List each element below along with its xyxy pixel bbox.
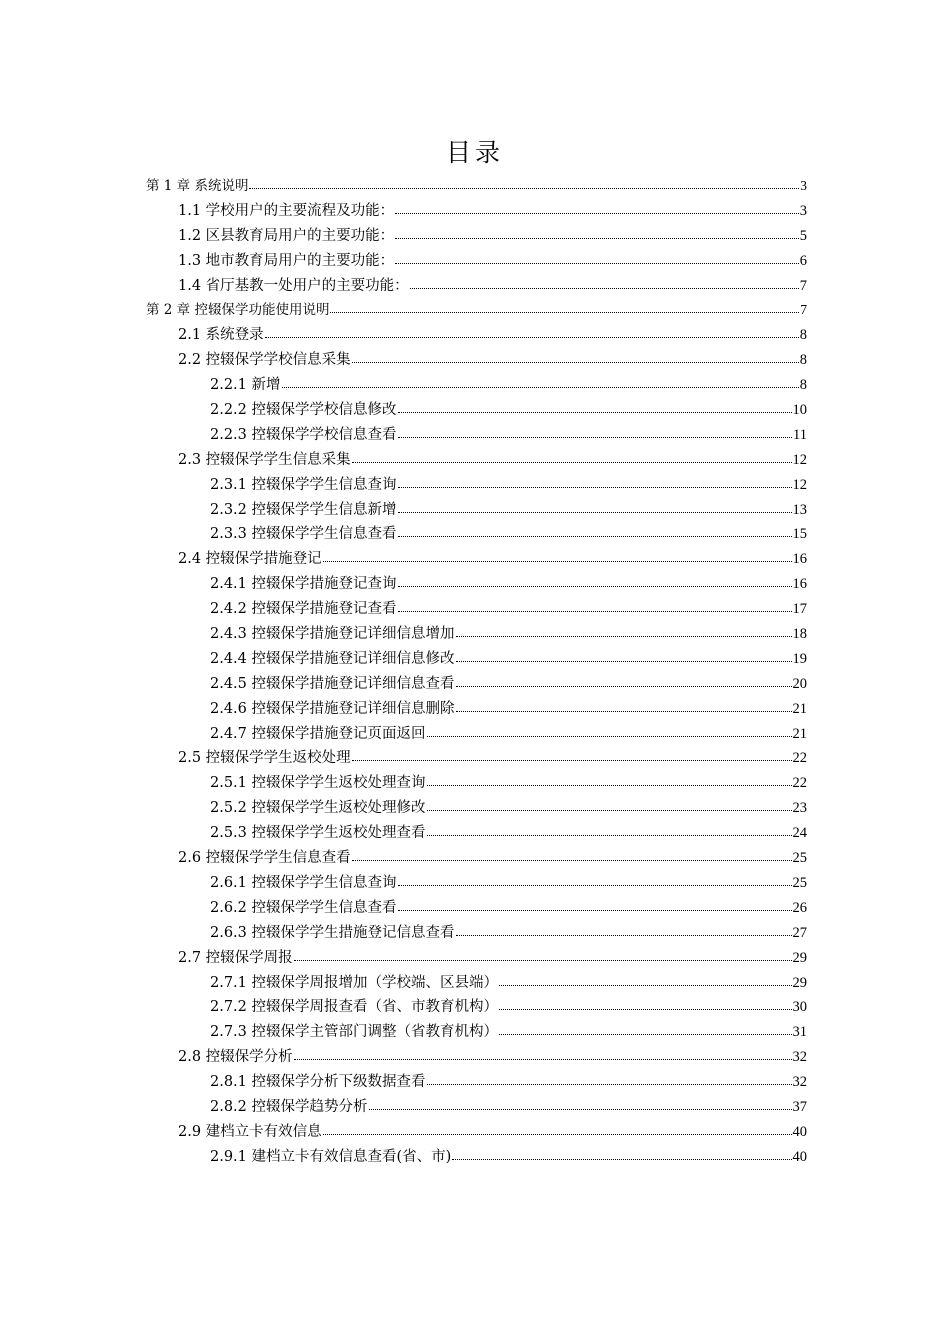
dot-leader xyxy=(282,377,799,389)
table-of-contents xyxy=(146,174,807,1170)
toc-entry-title: 2.7.1 控辍保学周报增加（学校端、区县端） xyxy=(210,974,499,991)
toc-entry[interactable] xyxy=(146,722,807,747)
dot-leader xyxy=(398,576,792,588)
toc-entry-title: 2.5.2 控辍保学学生返校处理修改 xyxy=(210,800,426,817)
toc-entry-title: 2.6.2 控辍保学学生信息查看 xyxy=(210,899,397,916)
toc-entry-page-number: 12 xyxy=(792,476,807,493)
toc-entry[interactable] xyxy=(146,498,807,523)
toc-entry[interactable] xyxy=(146,473,807,498)
toc-entry-title: 2.6.1 控辍保学学生信息查询 xyxy=(210,874,397,891)
toc-entry-page-number: 40 xyxy=(792,1148,807,1165)
toc-entry-title: 2.3 控辍保学学生信息采集 xyxy=(178,451,351,468)
toc-entry-title: 2.2.2 控辍保学学校信息修改 xyxy=(210,402,397,419)
toc-entry-page-number: 25 xyxy=(792,874,807,891)
toc-entry[interactable] xyxy=(146,946,807,971)
toc-entry-title: 2.8.2 控辍保学趋势分析 xyxy=(210,1098,368,1115)
toc-entry[interactable] xyxy=(146,1095,807,1120)
toc-entry[interactable] xyxy=(146,921,807,946)
toc-entry-page-number: 22 xyxy=(792,750,807,767)
dot-leader xyxy=(427,775,792,787)
toc-entry[interactable] xyxy=(146,1020,807,1045)
toc-entry-title: 2.3.1 控辍保学学生信息查询 xyxy=(210,476,397,493)
toc-entry-title: 2.4.6 控辍保学措施登记详细信息删除 xyxy=(210,700,455,717)
dot-leader xyxy=(456,925,792,937)
toc-entry[interactable] xyxy=(146,995,807,1020)
toc-entry[interactable] xyxy=(146,174,807,199)
toc-entry[interactable] xyxy=(146,821,807,846)
dot-leader xyxy=(395,228,799,240)
dot-leader xyxy=(499,975,791,987)
dot-leader xyxy=(452,1149,791,1161)
dot-leader xyxy=(352,750,792,762)
toc-entry[interactable] xyxy=(146,274,807,299)
toc-entry[interactable] xyxy=(146,771,807,796)
dot-leader xyxy=(369,1099,792,1111)
toc-entry[interactable] xyxy=(146,1045,807,1070)
toc-entry-title: 2.4.5 控辍保学措施登记详细信息查看 xyxy=(210,675,455,692)
toc-entry-title: 2.7 控辍保学周报 xyxy=(178,949,293,966)
toc-entry[interactable] xyxy=(146,846,807,871)
toc-entry-title: 1.3 地市教育局用户的主要功能： xyxy=(178,252,395,269)
dot-leader xyxy=(398,502,792,514)
dot-leader xyxy=(265,327,799,339)
toc-entry-page-number: 21 xyxy=(792,725,807,742)
dot-leader xyxy=(398,875,792,887)
toc-entry-page-number: 8 xyxy=(799,377,807,394)
toc-entry[interactable] xyxy=(146,572,807,597)
toc-entry[interactable] xyxy=(146,971,807,996)
toc-entry-page-number: 17 xyxy=(792,601,807,618)
toc-entry-page-number: 16 xyxy=(792,551,807,568)
dot-leader xyxy=(323,1124,792,1136)
dot-leader xyxy=(330,302,799,314)
dot-leader xyxy=(427,1074,792,1086)
toc-entry-page-number: 19 xyxy=(792,650,807,667)
dot-leader xyxy=(398,900,792,912)
dot-leader xyxy=(427,825,792,837)
toc-entry-page-number: 37 xyxy=(792,1098,807,1115)
toc-entry-title: 2.5.1 控辍保学学生返校处理查询 xyxy=(210,775,426,792)
toc-entry[interactable] xyxy=(146,746,807,771)
dot-leader xyxy=(249,178,799,190)
toc-entry-page-number: 30 xyxy=(792,999,807,1016)
toc-entry-page-number: 16 xyxy=(792,576,807,593)
toc-entry-page-number: 21 xyxy=(792,700,807,717)
toc-entry[interactable] xyxy=(146,697,807,722)
toc-entry-page-number: 3 xyxy=(799,202,807,219)
toc-entry-title: 2.2.3 控辍保学学校信息查看 xyxy=(210,426,397,443)
toc-entry[interactable] xyxy=(146,597,807,622)
toc-entry-title: 2.8.1 控辍保学分析下级数据查看 xyxy=(210,1074,426,1091)
toc-entry-title: 1.2 区县教育局用户的主要功能： xyxy=(178,227,395,244)
dot-leader xyxy=(456,651,792,663)
toc-entry[interactable] xyxy=(146,249,807,274)
dot-leader xyxy=(456,701,792,713)
toc-entry-title: 第 1 章 系统说明 xyxy=(146,178,249,194)
toc-entry-page-number: 25 xyxy=(792,850,807,867)
dot-leader xyxy=(398,477,792,489)
toc-entry[interactable] xyxy=(146,871,807,896)
dot-leader xyxy=(398,402,792,414)
toc-entry[interactable] xyxy=(146,199,807,224)
toc-title: 目录 xyxy=(445,138,504,167)
toc-entry-title: 2.7.2 控辍保学周报查看（省、市教育机构） xyxy=(210,999,499,1016)
toc-entry-title: 2.2.1 新增 xyxy=(210,377,281,394)
dot-leader xyxy=(427,800,792,812)
toc-entry-page-number: 8 xyxy=(799,352,807,369)
toc-entry-page-number: 12 xyxy=(792,451,807,468)
toc-entry-title: 2.6.3 控辍保学学生措施登记信息查看 xyxy=(210,924,455,941)
dot-leader xyxy=(456,626,792,638)
toc-entry-page-number: 32 xyxy=(792,1049,807,1066)
toc-entry-title: 2.4.3 控辍保学措施登记详细信息增加 xyxy=(210,626,455,643)
toc-entry-title: 2.9.1 建档立卡有效信息查看(省、市) xyxy=(210,1148,452,1165)
toc-entry-title: 2.3.3 控辍保学学生信息查看 xyxy=(210,526,397,543)
dot-leader xyxy=(294,1049,792,1061)
toc-entry-page-number: 3 xyxy=(800,178,807,193)
toc-entry-page-number: 31 xyxy=(792,1024,807,1041)
toc-entry-page-number: 23 xyxy=(792,800,807,817)
toc-entry-page-number: 29 xyxy=(792,974,807,991)
toc-entry-page-number: 26 xyxy=(792,899,807,916)
dot-leader xyxy=(352,352,799,364)
toc-entry[interactable] xyxy=(146,323,807,348)
toc-entry-page-number: 29 xyxy=(792,949,807,966)
toc-entry-page-number: 10 xyxy=(792,402,807,419)
toc-entry-title: 2.1 系统登录 xyxy=(178,327,264,344)
dot-leader xyxy=(398,601,792,613)
toc-entry-title: 1.4 省厅基教一处用户的主要功能： xyxy=(178,277,409,294)
toc-entry-title: 2.4 控辍保学措施登记 xyxy=(178,551,322,568)
toc-entry-title: 2.5 控辍保学学生返校处理 xyxy=(178,750,351,767)
toc-entry-page-number: 22 xyxy=(792,775,807,792)
toc-entry-title: 2.9 建档立卡有效信息 xyxy=(178,1123,322,1140)
toc-entry-title: 2.4.4 控辍保学措施登记详细信息修改 xyxy=(210,650,455,667)
toc-entry-title: 2.4.2 控辍保学措施登记查看 xyxy=(210,601,397,618)
toc-entry-page-number: 18 xyxy=(792,626,807,643)
toc-entry[interactable] xyxy=(146,1070,807,1095)
toc-entry[interactable] xyxy=(146,622,807,647)
toc-entry[interactable] xyxy=(146,796,807,821)
toc-entry[interactable] xyxy=(146,298,807,323)
dot-leader xyxy=(427,726,792,738)
dot-leader xyxy=(395,203,799,215)
toc-entry-page-number: 24 xyxy=(792,825,807,842)
toc-entry-title: 2.7.3 控辍保学主管部门调整（省教育机构） xyxy=(210,1024,499,1041)
toc-entry-page-number: 8 xyxy=(799,327,807,344)
toc-entry[interactable] xyxy=(146,373,807,398)
toc-entry[interactable] xyxy=(146,423,807,448)
toc-entry[interactable] xyxy=(146,448,807,473)
toc-entry-title: 2.4.1 控辍保学措施登记查询 xyxy=(210,576,397,593)
toc-entry[interactable] xyxy=(146,547,807,572)
toc-entry-title: 第 2 章 控辍保学功能使用说明 xyxy=(146,302,330,319)
toc-entry[interactable] xyxy=(146,672,807,697)
toc-entry[interactable] xyxy=(146,398,807,423)
toc-entry-title: 2.6 控辍保学学生信息查看 xyxy=(178,850,351,867)
toc-entry-title: 1.1 学校用户的主要流程及功能： xyxy=(178,202,395,219)
dot-leader xyxy=(398,427,793,439)
toc-entry-page-number: 20 xyxy=(792,675,807,692)
toc-entry[interactable] xyxy=(146,348,807,373)
toc-entry-title: 2.5.3 控辍保学学生返校处理查看 xyxy=(210,825,426,842)
toc-entry-page-number: 40 xyxy=(792,1123,807,1140)
dot-leader xyxy=(499,1024,791,1036)
toc-entry-page-number: 5 xyxy=(799,227,807,244)
toc-entry-title: 2.3.2 控辍保学学生信息新增 xyxy=(210,501,397,518)
toc-entry-title: 2.8 控辍保学分析 xyxy=(178,1049,293,1066)
dot-leader xyxy=(352,850,792,862)
toc-entry[interactable] xyxy=(146,1145,807,1170)
toc-entry[interactable] xyxy=(146,1120,807,1145)
toc-entry[interactable] xyxy=(146,647,807,672)
toc-entry-page-number: 7 xyxy=(799,277,807,294)
toc-entry[interactable] xyxy=(146,224,807,249)
toc-entry-page-number: 27 xyxy=(792,924,807,941)
dot-leader xyxy=(410,278,799,290)
dot-leader xyxy=(398,526,792,538)
dot-leader xyxy=(456,676,792,688)
toc-entry-page-number: 6 xyxy=(799,252,807,269)
toc-entry[interactable] xyxy=(146,522,807,547)
dot-leader xyxy=(499,999,791,1011)
toc-entry-page-number: 13 xyxy=(792,501,807,518)
toc-entry-page-number: 11 xyxy=(793,426,807,443)
toc-entry-title: 2.4.7 控辍保学措施登记页面返回 xyxy=(210,725,426,742)
dot-leader xyxy=(294,950,792,962)
toc-entry-title: 2.2 控辍保学学校信息采集 xyxy=(178,352,351,369)
dot-leader xyxy=(395,253,799,265)
dot-leader xyxy=(352,452,792,464)
toc-entry-page-number: 32 xyxy=(792,1074,807,1091)
dot-leader xyxy=(323,551,792,563)
toc-entry-page-number: 15 xyxy=(792,526,807,543)
toc-entry-page-number: 7 xyxy=(800,302,807,318)
toc-entry[interactable] xyxy=(146,896,807,921)
